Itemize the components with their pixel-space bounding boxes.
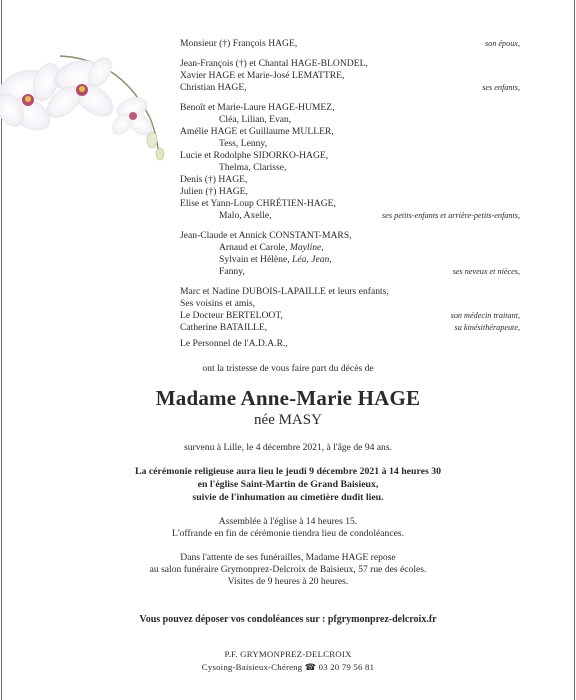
family-member-text: Arnaud et Carole, xyxy=(219,242,290,253)
family-member-line xyxy=(219,266,245,278)
family-member-text: Monsieur (†) François HAGE, xyxy=(180,38,298,49)
family-member-line xyxy=(219,242,324,254)
funeral-home-line: Dans l'attente de ses funérailles, Madame HAGE repose xyxy=(180,552,396,563)
family-member-text: Jean-Claude et Annick CONSTANT-MARS, xyxy=(180,230,352,241)
family-member-line xyxy=(180,186,248,198)
family-member-text: Julien (†) HAGE, xyxy=(180,186,248,197)
family-member-text: Benoît et Marie-Laure HAGE-HUMEZ, xyxy=(180,102,335,113)
family-member-text: Sylvain et Hélène, xyxy=(219,254,292,265)
assembly-line: Assemblée à l'église à 14 heures 15. xyxy=(218,516,358,527)
announcement-text: ont la tristesse de vous faire part du décès de xyxy=(202,363,374,374)
family-member-line xyxy=(180,310,283,322)
family-member-text: Le Personnel de l'A.D.A.R., xyxy=(180,338,288,349)
relation-label: sa kinésithérapeute, xyxy=(454,323,520,332)
ceremony-line: suivie de l'inhumation au cimetière dudit lieu. xyxy=(192,492,384,503)
family-member-text: Tess, Lenny, xyxy=(219,138,267,149)
family-member-line xyxy=(180,198,336,210)
relation-label: ses enfants, xyxy=(482,83,520,92)
family-member-line xyxy=(219,210,272,222)
family-member-text: Ses voisins et amis, xyxy=(180,298,256,309)
family-member-text: Cléa, Lilian, Evan, xyxy=(219,114,292,125)
family-member-line xyxy=(180,286,389,298)
family-member-line xyxy=(219,162,286,174)
family-member-text: Christian HAGE, xyxy=(180,82,247,93)
ceremony-line: en l'église Saint-Martin de Grand Baisieux, xyxy=(197,479,379,490)
family-member-text: Denis (†) HAGE, xyxy=(180,174,248,185)
funeral-contact xyxy=(0,661,576,673)
family-member-line xyxy=(180,322,267,334)
family-member-line xyxy=(219,114,291,126)
family-member-text: Thelma, Clarisse, xyxy=(219,162,287,173)
relation-label: son époux, xyxy=(484,39,520,48)
family-member-text: Marc et Nadine DUBOIS-LAPAILLE et leurs enfants, xyxy=(180,286,389,297)
family-member-line xyxy=(180,82,247,94)
relation-label: ses neveux et nièces, xyxy=(452,267,520,276)
family-member-line xyxy=(180,298,255,310)
funeral-home-line: au salon funéraire Grymonprez-Delcroix de Baisieux, 57 rue des écoles. xyxy=(149,564,427,575)
family-member-text: Le Docteur BERTELOOT, xyxy=(180,310,283,321)
company-phone: 03 20 79 56 81 xyxy=(318,662,375,672)
ceremony-line: La cérémonie religieuse aura lieu le jeudi 9 décembre 2021 à 14 heures 30 xyxy=(134,466,442,477)
family-member-children: Mayline, xyxy=(289,242,324,253)
family-member-text: Malo, Axelle, xyxy=(219,210,272,221)
family-member-text: Xavier HAGE et Marie-José LEMATTRE, xyxy=(180,70,345,81)
family-member-text: Jean-François (†) et Chantal HAGE-BLONDEL, xyxy=(180,58,368,69)
family-member-text: Fanny, xyxy=(219,266,245,277)
family-member-text: Elise et Yann-Loup CHRÉTIEN-HAGE, xyxy=(180,198,336,209)
family-member-line xyxy=(180,70,344,82)
family-member-line xyxy=(180,102,335,114)
family-member-line xyxy=(180,126,334,138)
family-member-line xyxy=(180,58,368,70)
family-member-text: Lucie et Rodolphe SIDORKO-HAGE, xyxy=(180,150,329,161)
family-member-line xyxy=(219,138,267,150)
family-member-line xyxy=(180,338,288,350)
family-member-line xyxy=(180,230,352,242)
maiden-name: née MASY xyxy=(254,412,322,428)
family-member-line xyxy=(219,254,332,266)
family-member-line xyxy=(180,174,247,186)
condolences-text: Vous pouvez déposer vos condoléances sur : pfgrymonprez-delcroix.fr xyxy=(139,614,437,625)
family-member-line xyxy=(180,150,328,162)
relation-label: son médecin traitant, xyxy=(450,311,520,320)
deceased-name: Madame Anne-Marie HAGE xyxy=(155,386,421,410)
family-member-text: Amélie HAGE et Guillaume MULLER, xyxy=(180,126,334,137)
family-member-children: Léa, Jean, xyxy=(292,254,332,265)
family-member-text: Catherine BATAILLE, xyxy=(180,322,268,333)
funeral-home-line: Visites de 9 heures à 20 heures. xyxy=(227,576,349,587)
death-details: survenu à Lille, le 4 décembre 2021, à l'âge de 94 ans. xyxy=(184,442,392,453)
assembly-line: L'offrande en fin de cérémonie tiendra lieu de condoléances. xyxy=(172,528,404,539)
family-member-line xyxy=(180,38,297,50)
company-location: Cysoing-Baisieux-Chéreng xyxy=(201,662,303,672)
page-border-right xyxy=(574,0,575,700)
telephone-icon: ☎ xyxy=(304,662,317,672)
orchid-flower-image xyxy=(0,48,172,168)
funeral-company: P.F. GRYMONPREZ-DELCROIX xyxy=(224,649,352,659)
relation-label: ses petits-enfants et arrière-petits-enfants, xyxy=(382,211,520,220)
